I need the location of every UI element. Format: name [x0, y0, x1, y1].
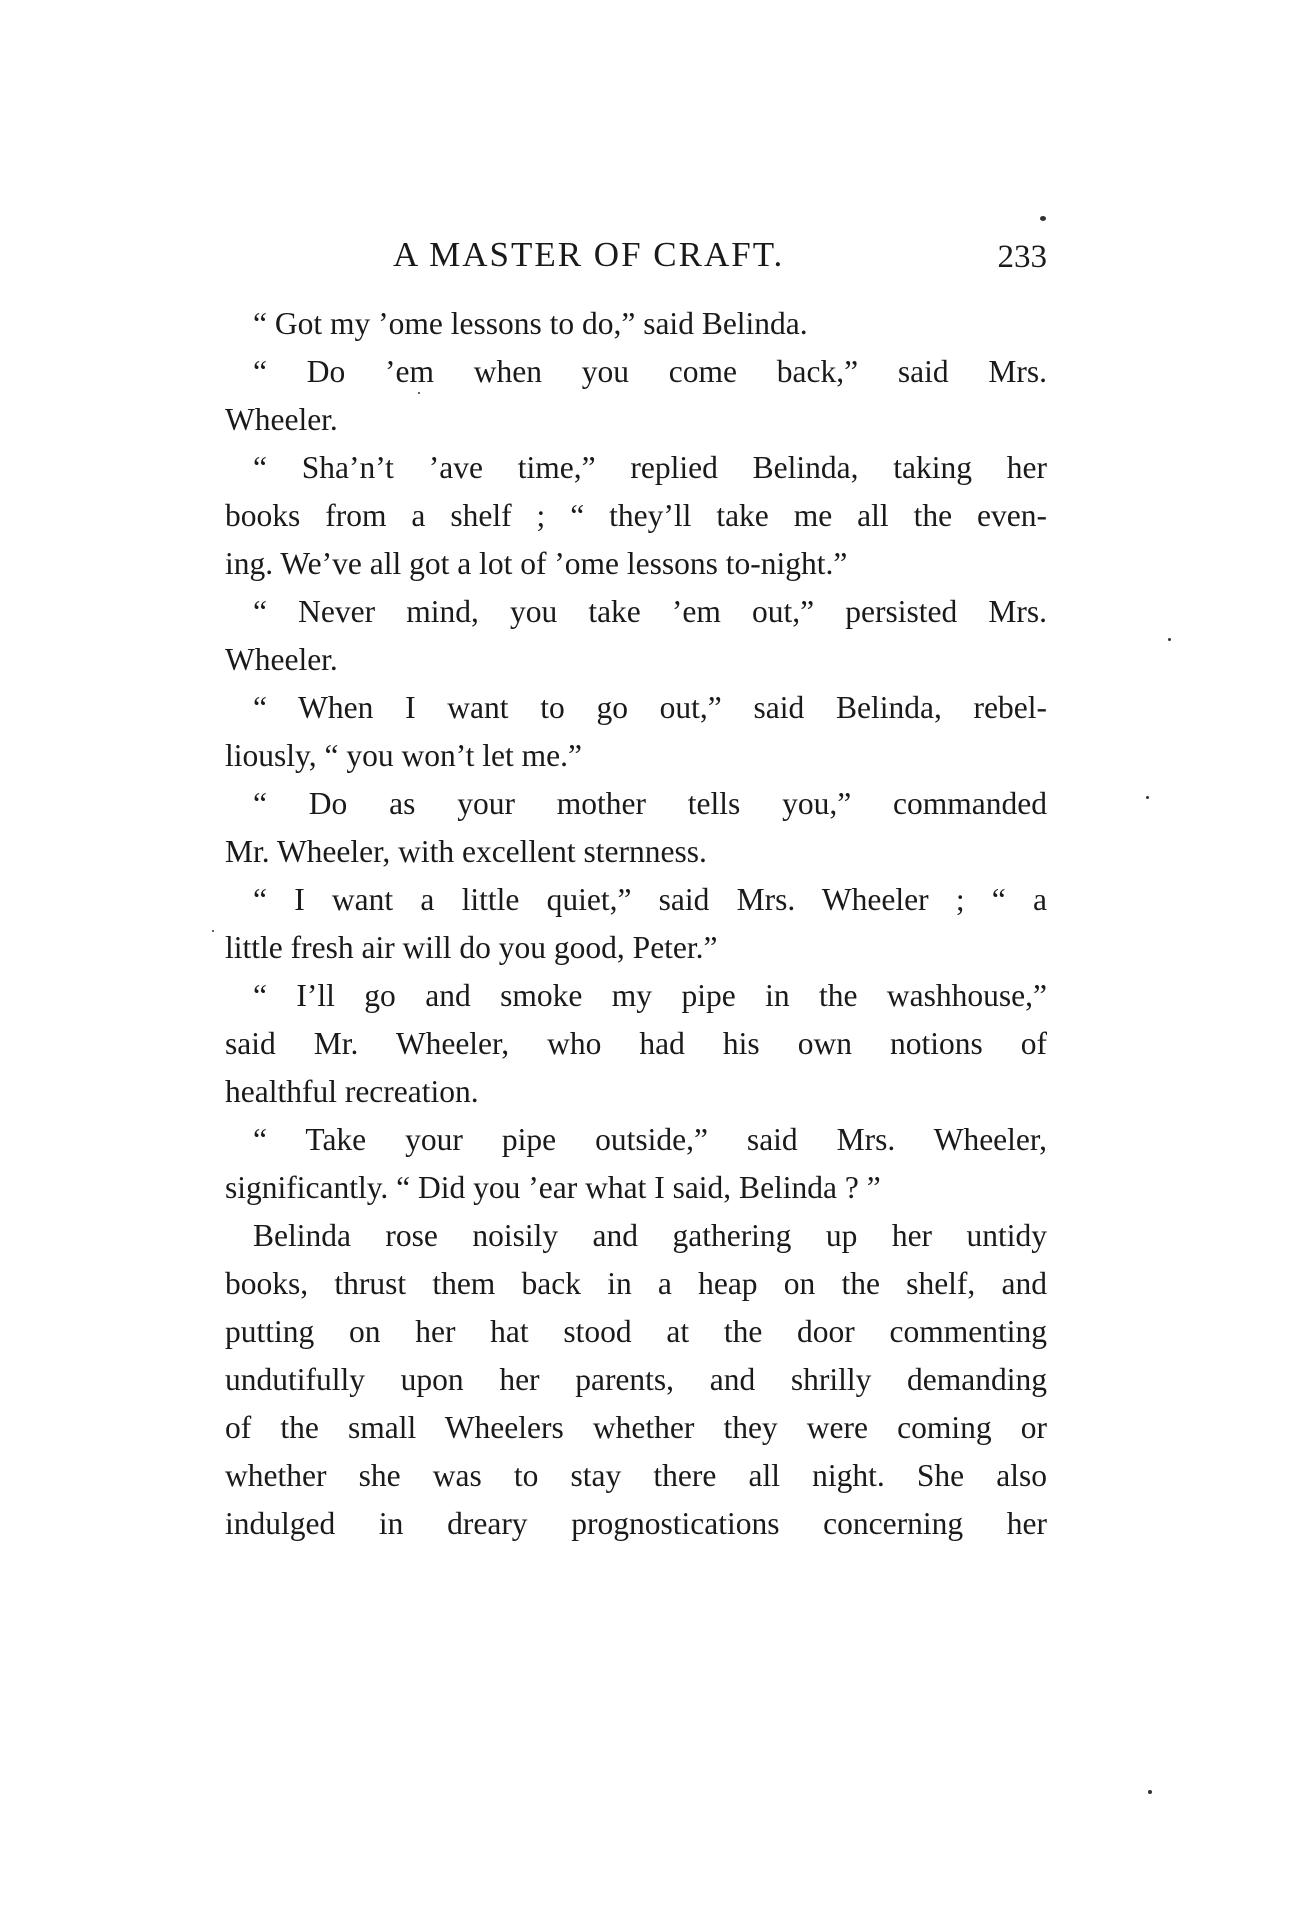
print-speck — [1146, 796, 1149, 799]
text-line: healthful recreation. — [225, 1074, 479, 1109]
text-line: ing. We’ve all got a lot of ’ome lessons to-night.” — [225, 546, 848, 581]
print-speck — [418, 392, 420, 394]
body-text — [225, 300, 1047, 1548]
text-line: “ Take your pipe outside,” said Mrs. Wheeler, — [253, 1122, 1047, 1157]
text-line: books from a shelf ; “ they’ll take me all the even- — [225, 498, 1047, 533]
text-line: whether she was to stay there all night. She also — [225, 1458, 1047, 1493]
text-line: “ When I want to go out,” said Belinda, rebel- — [253, 690, 1047, 725]
text-line: books, thrust them back in a heap on the shelf, and — [225, 1266, 1047, 1301]
print-speck — [1040, 216, 1046, 221]
text-line: “ Got my ’ome lessons to do,” said Belinda. — [253, 306, 808, 341]
text-line: “ Do ’em when you come back,” said Mrs. — [253, 354, 1047, 389]
text-line: indulged in dreary prognostications concerning her — [225, 1506, 1047, 1541]
text-line: “ Sha’n’t ’ave time,” replied Belinda, taking her — [253, 450, 1047, 485]
text-line: said Mr. Wheeler, who had his own notions of — [225, 1026, 1047, 1061]
print-speck — [212, 930, 214, 932]
text-line: Wheeler. — [225, 402, 338, 437]
text-line: liously, “ you won’t let me.” — [225, 738, 582, 773]
text-line: undutifully upon her parents, and shrilly demanding — [225, 1362, 1047, 1397]
text-line: of the small Wheelers whether they were coming or — [225, 1410, 1047, 1445]
text-line: Mr. Wheeler, with excellent sternness. — [225, 834, 707, 869]
print-speck — [1168, 638, 1171, 641]
text-line: “ I want a little quiet,” said Mrs. Wheeler ; “ a — [253, 882, 1047, 917]
print-speck — [1148, 1790, 1152, 1794]
text-line: significantly. “ Did you ’ear what I said, Belinda ? ” — [225, 1170, 881, 1205]
text-line: “ Never mind, you take ’em out,” persisted Mrs. — [253, 594, 1047, 629]
text-line: Wheeler. — [225, 642, 338, 677]
text-line: “ I’ll go and smoke my pipe in the washhouse,” — [253, 978, 1047, 1013]
page-header — [225, 230, 1047, 280]
text-line: “ Do as your mother tells you,” commanded — [253, 786, 1047, 821]
text-line: putting on her hat stood at the door commenting — [225, 1314, 1047, 1349]
running-title: A MASTER OF CRAFT. — [393, 235, 785, 274]
page-number: 233 — [997, 239, 1047, 275]
text-line: Belinda rose noisily and gathering up her untidy — [253, 1218, 1047, 1253]
text-line: little fresh air will do you good, Peter.” — [225, 930, 718, 965]
